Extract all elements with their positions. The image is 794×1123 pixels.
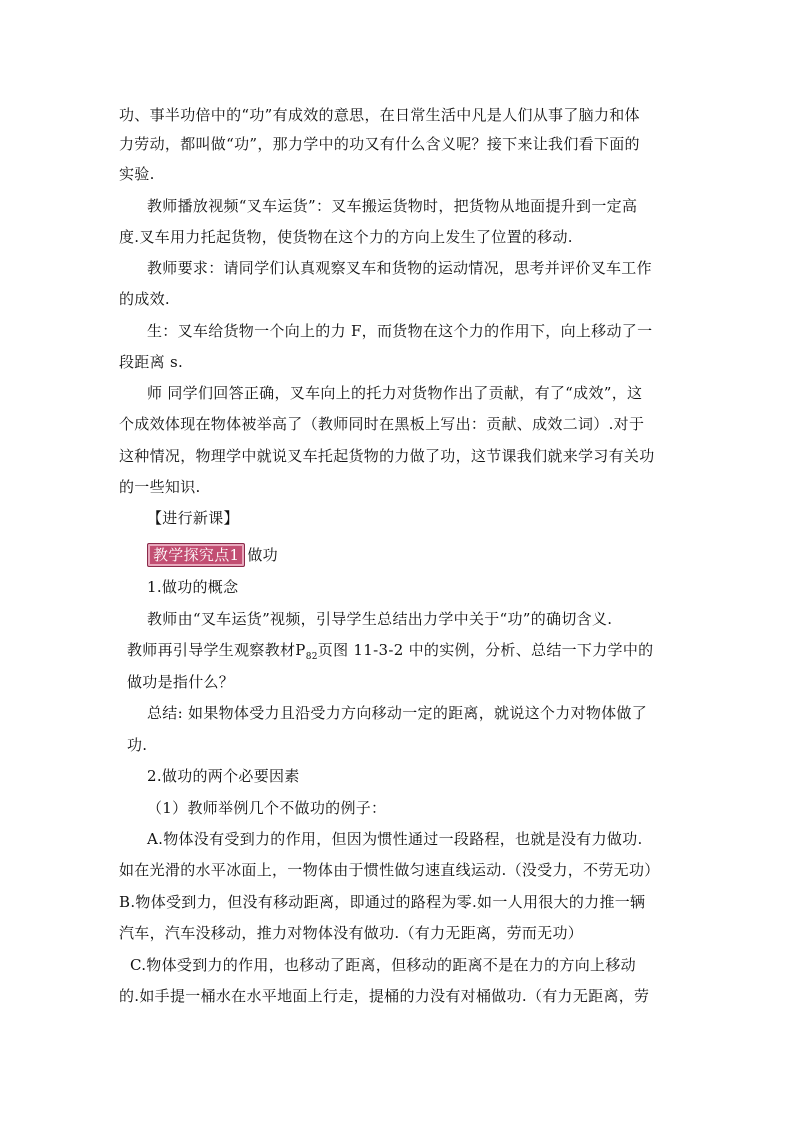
video-line-1: 教师播放视频“叉车运货”：叉车搬运货物时，把货物从地面提升到一定高 [147,197,638,215]
concept-line-3: 做功是指什么？ [127,673,235,691]
example-c-line-1: C.物体受到力的作用，也移动了距离，但移动的距离不是在力的方向上移动 [130,956,636,974]
heading-1: 1.做功的概念 [147,578,239,596]
concept-line-2 [127,640,679,667]
heading-2: 2.做功的两个必要因素 [147,767,300,785]
intro-line-2: 力劳动，都叫做“功”，那力学中的功又有什么含义呢？接下来让我们看下面的 [119,135,640,153]
requirement-line-2: 的成效. [119,290,170,308]
section-heading: 【进行新课】 [147,509,239,527]
student-line-1: 生：叉车给货物一个向上的力 F，而货物在这个力的作用下，向上移动了一 [147,322,653,340]
page-subscript: 82 [305,652,318,662]
inquiry-point-label: 教学探究点1 [147,543,245,567]
summary-line-2: 功. [127,736,148,754]
example-a-line-2: 如在光滑的水平冰面上，一物体由于惯性做匀速直线运动.（没受力，不劳无功） [119,861,660,879]
subheading-1: （1）教师举例几个不做功的例子： [147,799,387,817]
teacher-line-1: 师 同学们回答正确，叉车向上的托力对货物作出了贡献，有了“成效”，这 [147,384,643,402]
concept-line-2-end: 页图 11-3-2 中的实例，分析、总结一下力学中的 [317,641,654,659]
summary-line-1: 总结: 如果物体受力且沿受力方向移动一定的距离，就说这个力对物体做了 [147,704,648,722]
example-b-line-1: B.物体受到力，但没有移动距离，即通过的路程为零.如一人用很大的力推一辆 [119,893,646,911]
example-a-line-1: A.物体没有受到力的作用，但因为惯性通过一段路程，也就是没有力做功. [147,830,643,848]
concept-line-2-start: 教师再引导学生观察教材P [127,641,306,659]
student-line-2: 段距离 s. [119,353,184,371]
requirement-line-1: 教师要求：请同学们认真观察叉车和货物的运动情况，思考并评价叉车工作 [147,259,652,277]
teacher-line-2: 个成效体现在物体被举高了（教师同时在黑板上写出：贡献、成效二词）.对于 [119,415,645,433]
intro-line-1: 功、事半功倍中的“功”有成效的意思，在日常生活中凡是人们从事了脑力和体 [119,106,640,124]
inquiry-point-topic: 做功 [247,546,278,564]
intro-line-3: 实验. [119,165,155,183]
concept-line-1: 教师由“叉车运货”视频，引导学生总结出力学中关于“功”的确切含义. [147,610,613,628]
inquiry-point-heading [147,543,679,567]
video-line-2: 度.叉车用力托起货物，使货物在这个力的方向上发生了位置的移动. [119,228,573,246]
teacher-line-4: 的一些知识. [119,478,201,496]
teacher-line-3: 这种情况，物理学中就说叉车托起货物的力做了功，这节课我们就来学习有关功 [119,447,655,465]
example-b-line-2: 汽车，汽车没移动，推力对物体没有做功.（有力无距离，劳而无功） [119,924,584,942]
example-c-line-2: 的.如手提一桶水在水平地面上行走，提桶的力没有对桶做功.（有力无距离，劳 [119,987,650,1005]
